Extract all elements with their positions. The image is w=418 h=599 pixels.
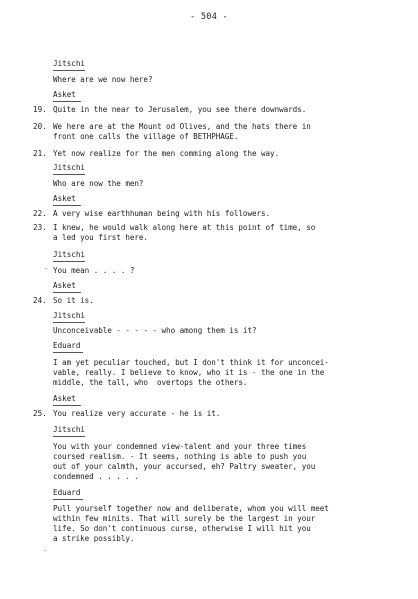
speaker-name: Eduard (53, 341, 81, 350)
speaker-name: Jitschi (53, 425, 86, 434)
paragraph-number: 22. (33, 209, 47, 218)
speech-line: condemned . . . . . (53, 472, 139, 481)
paragraph-number: 25. (33, 409, 47, 418)
paragraph-number: 23. (33, 223, 47, 232)
speaker-name: Jitschi (53, 59, 86, 68)
speaker-underline (53, 322, 85, 323)
margin-mark: . (43, 545, 48, 553)
paragraph-number: 24. (33, 296, 47, 305)
speech-line: A very wise earthhuman being with his followers. (53, 209, 271, 218)
speech-line: middle, the tall, who overtops the others. (53, 378, 248, 387)
speech-line: coursed realism. - It seems, nothing is able to push you (53, 452, 307, 461)
speaker-name: Asket (53, 281, 76, 290)
speaker-underline (53, 101, 81, 102)
speech-line: a led you first here. (53, 233, 148, 242)
speech-line: You realize very accurate - he is it. (53, 409, 221, 418)
speech-line: Who are now the men? (53, 179, 144, 188)
page-number: - 504 - (190, 12, 228, 22)
speaker-name: Asket (53, 194, 76, 203)
speaker-underline (53, 405, 81, 406)
speech-line: I am yet peculiar touched, but I don't think it for unconcei- (53, 358, 329, 367)
speaker-name: Asket (53, 90, 76, 99)
speaker-underline (53, 174, 85, 175)
speech-line: Yet now realize for the men comming along the way. (53, 149, 280, 158)
speech-line: a strike possibly. (53, 534, 135, 543)
speaker-name: Jitschi (53, 311, 86, 320)
speaker-underline (53, 261, 85, 262)
speaker-underline (53, 352, 83, 353)
speech-line: You mean . . . . ? (53, 266, 135, 275)
speech-line: vable, really. I believe to know, who it is - the one in the (53, 368, 325, 377)
speech-line: front one calls the village of BETHPHAGE. (53, 132, 239, 141)
speaker-underline (53, 436, 85, 437)
speech-line: life. So don't continuous curse, otherwise I will hit you (53, 524, 311, 533)
speaker-name: Jitschi (53, 163, 86, 172)
speech-line: out of your calmth, your accursed, eh? Paltry sweater, you (53, 462, 316, 471)
paragraph-number: 21. (33, 149, 47, 158)
speaker-underline (53, 70, 85, 71)
speech-line: Pull yourself together now and deliberate, whom you will meet (53, 504, 329, 513)
speech-line: You with your condemned view-talent and your three times (53, 442, 307, 451)
speech-line: Where are we now here? (53, 75, 153, 84)
paragraph-number: 19. (33, 105, 47, 114)
speaker-underline (53, 292, 81, 293)
speech-line: Quite in the near to Jerusalem, you see there downwards. (53, 105, 307, 114)
paragraph-number: 20. (33, 122, 47, 131)
speaker-underline (53, 499, 83, 500)
speech-line: within few minits. That will surely be the largest in your (53, 514, 316, 523)
speaker-name: Eduard (53, 488, 81, 497)
speech-line: So it is. (53, 296, 94, 305)
speaker-name: Jitschi (53, 250, 86, 259)
margin-mark: - (44, 265, 49, 273)
speech-line: We here are at the Mount od Olives, and the hats there in (53, 122, 311, 131)
speech-line: Unconceivable - - - - - who among them is it? (53, 326, 257, 335)
speaker-underline (53, 205, 81, 206)
speech-line: I knew, he would walk along here at this point of time, so (53, 223, 316, 232)
speaker-name: Asket (53, 394, 76, 403)
